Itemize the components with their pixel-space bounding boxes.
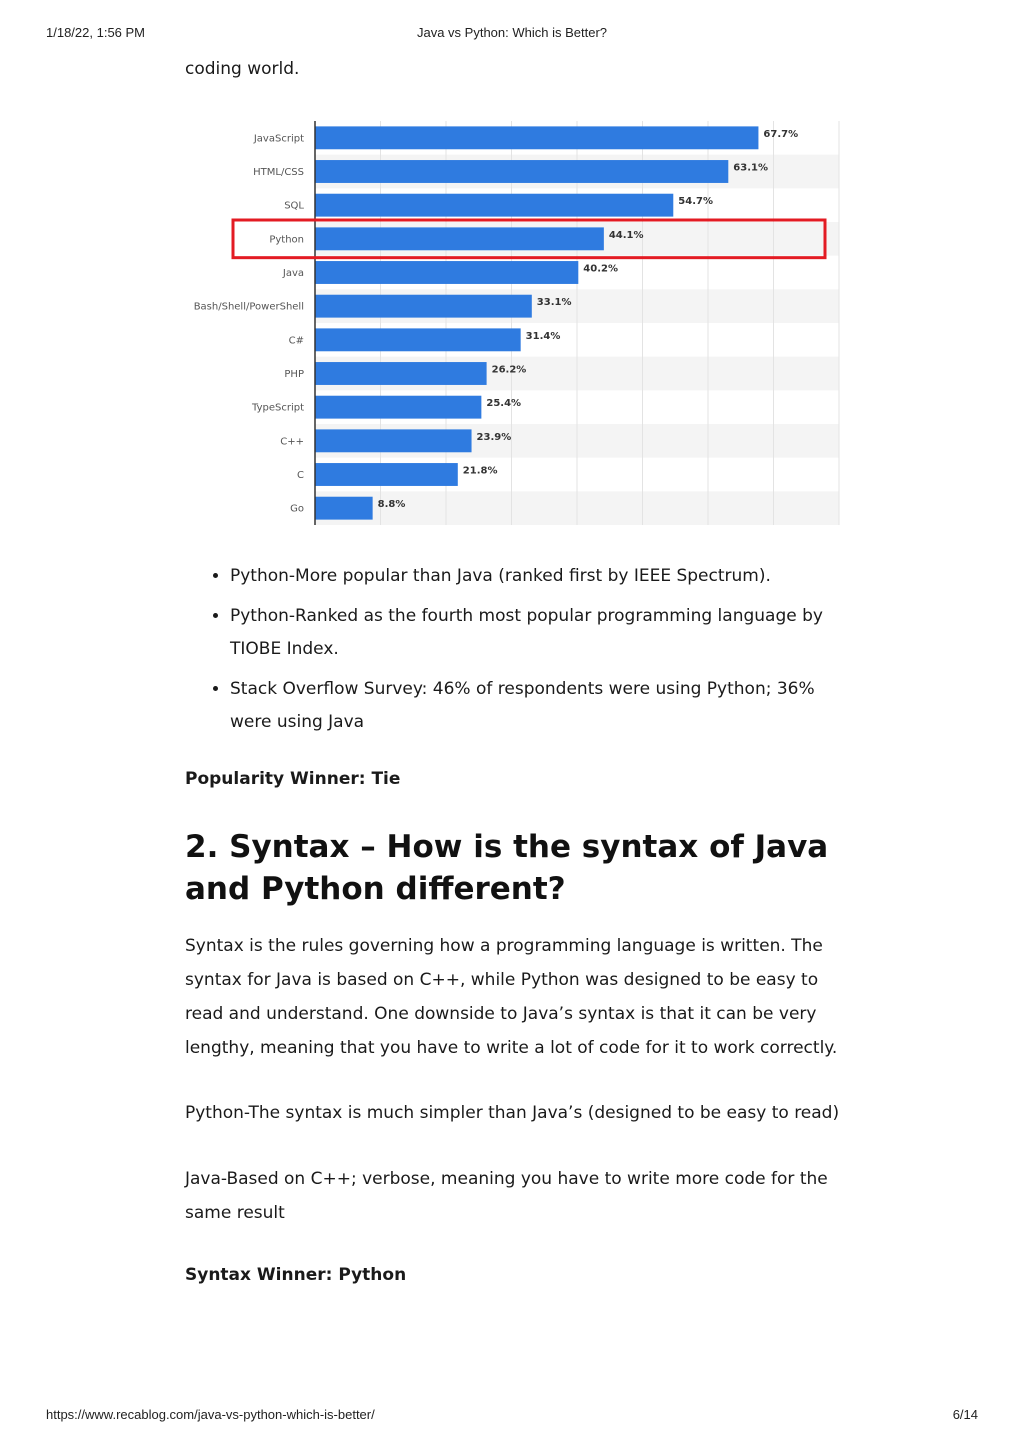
value-label: 25.4%: [486, 398, 522, 410]
print-page-number: 6/14: [952, 1407, 978, 1422]
print-url: https://www.recablog.com/java-vs-python-which-is-better/: [46, 1407, 375, 1422]
java-syntax-note: Java-Based on C++; verbose, meaning you have to write more code for the same result: [185, 1169, 828, 1223]
value-label: 44.1%: [608, 229, 644, 241]
category-label: Bash/Shell/PowerShell: [193, 301, 304, 313]
value-label: 54.7%: [678, 196, 713, 208]
print-datetime: 1/18/22, 1:56 PM: [46, 25, 146, 40]
bar-javascript: [315, 126, 758, 149]
chart-svg: [185, 115, 841, 527]
bar-c-: [315, 429, 472, 452]
value-label: 40.2%: [583, 263, 619, 275]
category-label: Go: [290, 503, 304, 515]
print-footer: [0, 1407, 1024, 1425]
category-label: C++: [280, 436, 304, 448]
bar-c: [315, 463, 458, 486]
category-label: PHP: [284, 369, 304, 380]
print-header: [0, 25, 1024, 43]
popularity-winner: Popularity Winner: Tie: [185, 769, 401, 789]
value-label: 31.4%: [525, 330, 561, 342]
value-label: 8.8%: [377, 499, 406, 511]
value-label: 26.2%: [491, 364, 527, 376]
bar-c-: [315, 328, 521, 351]
bar-sql: [315, 194, 673, 217]
category-label: Python: [269, 234, 304, 246]
bar-php: [315, 362, 487, 385]
category-label: C: [297, 470, 304, 481]
python-syntax-note: Python-The syntax is much simpler than Java’s (designed to be easy to read): [185, 1103, 840, 1123]
category-label: JavaScript: [253, 133, 304, 145]
bar-java: [315, 261, 578, 284]
value-label: 33.1%: [536, 297, 572, 309]
value-label: 67.7%: [763, 128, 799, 140]
value-label: 63.1%: [733, 162, 769, 174]
category-label: C#: [288, 335, 304, 347]
section-heading-syntax: 2. Syntax – How is the syntax of Java and Python different?: [185, 829, 829, 907]
value-label: 23.9%: [476, 431, 512, 443]
category-label: SQL: [284, 200, 304, 212]
bullet-item-ieee: • Python-More popular than Java (ranked first by IEEE Spectrum).: [230, 560, 845, 593]
lead-text-fragment: coding world.: [185, 59, 300, 79]
bullet-item-stackoverflow: • Stack Overflow Survey: 46% of respondents were using Python; 36% were using Java: [230, 673, 845, 739]
print-page-title: Java vs Python: Which is Better?: [416, 25, 608, 40]
bullet-item-tiobe: • Python-Ranked as the fourth most popular programming language by TIOBE Index.: [230, 600, 845, 666]
category-label: TypeScript: [252, 402, 304, 414]
category-label: HTML/CSS: [253, 167, 304, 178]
bar-bash-shell-powershell: [315, 295, 532, 318]
syntax-paragraph: Syntax is the rules governing how a programming language is written. The syntax for Java is based on C++, while Python was designed to be easy to read and understand. One downside to Java’s syntax is that it can be very lengthy, meaning that you have to write a lot of code for it to work correctly.: [185, 936, 838, 1058]
language-popularity-chart: [185, 115, 841, 527]
bar-go: [315, 497, 373, 520]
popularity-bullet-list: [185, 560, 845, 746]
bar-python: [315, 227, 604, 250]
value-label: 21.8%: [462, 465, 498, 477]
category-label: Java: [282, 268, 304, 279]
bar-typescript: [315, 396, 481, 419]
syntax-winner: Syntax Winner: Python: [185, 1265, 407, 1285]
bar-html-css: [315, 160, 728, 183]
